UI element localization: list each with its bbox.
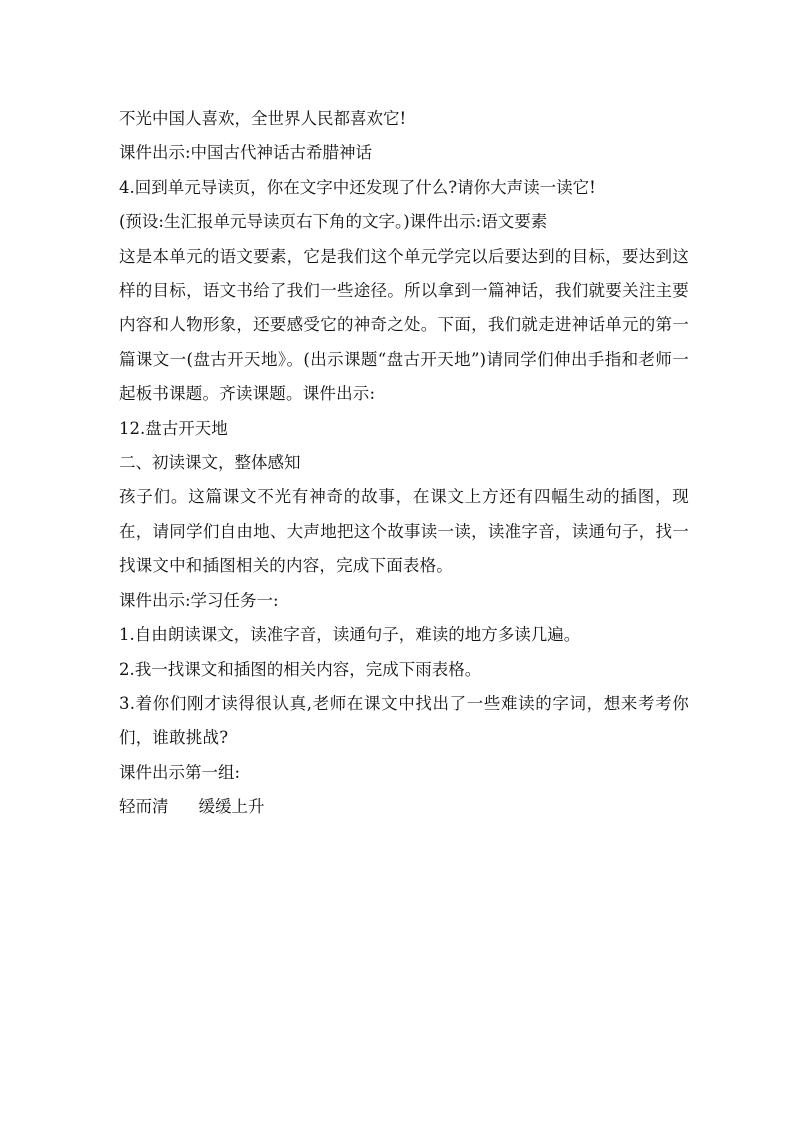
word-group-line [119,790,689,824]
task-item-3: 3.着你们刚才读得很认真,老师在课文中找出了一些难读的字词，想来考考你们，谁敢挑战? [119,693,689,748]
paragraph-9: 课件出示:学习任务一: [119,590,279,610]
paragraph-6: 12.盘古开天地 [119,418,228,438]
paragraph-1: 不光中国人喜欢，全世界人民都喜欢它! [119,109,407,128]
word-group-term-1: 轻而清 [119,797,169,817]
document-body [119,102,689,825]
paragraph-2: 课件出示:中国古代神话古希腊神话 [119,143,373,163]
task-item-1: 1.自由朗读课文，读准字音，读通句子，难读的地方多读几遍。 [119,625,581,645]
paragraph-13: 课件出示第一组: [119,762,241,782]
word-group-term-2: 缓缓上升 [198,797,265,817]
paragraph-3: 4.回到单元导读页，你在文字中还发现了什么?请你大声读一读它! [119,177,596,197]
paragraph-5: 这是本单元的语文要素，它是我们这个单元学完以后要达到的目标，要达到这样的目标，语文书给了我们一些途径。所以拿到一篇神话，我们就要关注主要内容和人物形象，还要感受它的神奇之处。下面，我们就走进神话单元的第一篇课文一(盘古开天地》。(出示课题“盘古开天地”)请同学们伸出手指和老师一起板书课题。齐读课题。课件出示: [119,246,689,404]
paragraph-8: 孩子们。这篇课文不光有神奇的故事，在课文上方还有四幅生动的插图，现在，请同学们自由地、大声地把这个故事读一读，读准字音，读通句子，找一找课文中和插图相关的内容，完成下面表格。 [119,487,689,576]
paragraph-4: (预设:生汇报单元导读页右下角的文字。)课件出示:语文要素 [119,212,548,232]
task-item-2: 2.我一找课文和插图的相关内容，完成下雨表格。 [119,659,482,679]
section-heading: 二、初读课文，整体感知 [119,453,301,473]
